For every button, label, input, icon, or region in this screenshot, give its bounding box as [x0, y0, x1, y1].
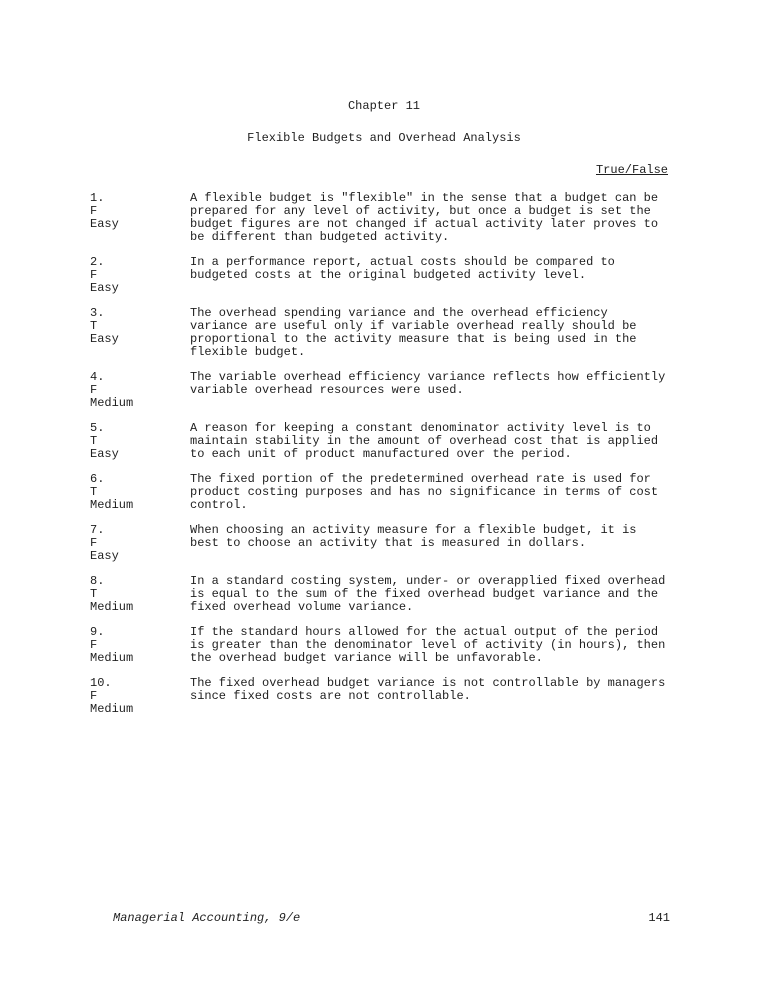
question-meta	[90, 307, 190, 359]
question-text: The variable overhead efficiency variance reflects how efficiently variable overhead resources were used.	[190, 370, 666, 397]
question-item	[90, 256, 768, 295]
question-meta	[90, 371, 190, 410]
question-meta	[90, 473, 190, 512]
question-difficulty: Easy	[90, 217, 119, 231]
question-difficulty: Easy	[90, 549, 119, 563]
question-item	[90, 677, 768, 716]
question-text: A reason for keeping a constant denominator activity level is to maintain stability in the amount of overhead cost that is applied to each unit of product manufactured over the period.	[190, 421, 659, 461]
question-answer: F	[90, 204, 98, 218]
footer-page-number: 141	[648, 911, 670, 925]
question-meta	[90, 422, 190, 461]
question-difficulty: Medium	[90, 702, 134, 716]
question-answer: F	[90, 638, 98, 652]
question-meta	[90, 192, 190, 244]
question-text: If the standard hours allowed for the actual output of the period is greater than the denominator level of activity (in hours), then the overhead budget variance will be unfavorable.	[190, 625, 666, 665]
question-number: 3.	[90, 306, 105, 320]
document-title: Flexible Budgets and Overhead Analysis	[247, 131, 521, 145]
question-text: A flexible budget is "flexible" in the sense that a budget can be prepared for any level of activity, but once a budget is set the budget figures are not changed if actual activity later proves to be different than budgeted activity.	[190, 191, 659, 244]
question-difficulty: Medium	[90, 651, 134, 665]
question-answer: F	[90, 268, 98, 282]
question-item	[90, 524, 768, 563]
section-heading	[0, 164, 768, 177]
question-text: In a performance report, actual costs should be compared to budgeted costs at the original budgeted activity level.	[190, 255, 615, 282]
question-item	[90, 192, 768, 244]
question-text: In a standard costing system, under- or overapplied fixed overhead is equal to the sum of the fixed overhead budget variance and the fixed overhead volume variance.	[190, 574, 666, 614]
question-meta	[90, 626, 190, 665]
question-number: 2.	[90, 255, 105, 269]
question-item	[90, 575, 768, 614]
page-footer	[113, 912, 670, 925]
question-meta	[90, 256, 190, 295]
question-answer: F	[90, 689, 98, 703]
question-answer: T	[90, 587, 98, 601]
document-header	[0, 0, 768, 177]
question-number: 5.	[90, 421, 105, 435]
question-answer: F	[90, 383, 98, 397]
question-difficulty: Easy	[90, 281, 119, 295]
question-difficulty: Easy	[90, 332, 119, 346]
question-difficulty: Easy	[90, 447, 119, 461]
question-meta	[90, 677, 190, 716]
question-number: 4.	[90, 370, 105, 384]
question-text: The overhead spending variance and the overhead efficiency variance are useful only if variable overhead really should be proportional to the activity measure that is being used in the flexible budget.	[190, 306, 637, 359]
question-item	[90, 473, 768, 512]
question-list	[0, 192, 768, 716]
question-text: The fixed overhead budget variance is not controllable by managers since fixed costs are not controllable.	[190, 676, 666, 703]
question-number: 9.	[90, 625, 105, 639]
chapter-heading: Chapter 11	[347, 99, 420, 113]
footer-book-title: Managerial Accounting, 9/e	[113, 911, 301, 925]
question-answer: T	[90, 485, 98, 499]
question-item	[90, 626, 768, 665]
question-number: 10.	[90, 676, 112, 690]
question-number: 1.	[90, 191, 105, 205]
question-number: 7.	[90, 523, 105, 537]
question-item	[90, 307, 768, 359]
question-difficulty: Medium	[90, 396, 134, 410]
question-number: 8.	[90, 574, 105, 588]
section-heading-label: True/False	[595, 163, 668, 177]
question-difficulty: Medium	[90, 498, 134, 512]
question-difficulty: Medium	[90, 600, 134, 614]
question-meta	[90, 524, 190, 563]
question-item	[90, 422, 768, 461]
question-answer: T	[90, 319, 98, 333]
question-text: When choosing an activity measure for a flexible budget, it is best to choose an activity that is measured in dollars.	[190, 523, 637, 550]
question-number: 6.	[90, 472, 105, 486]
question-meta	[90, 575, 190, 614]
question-text: The fixed portion of the predetermined overhead rate is used for product costing purposes and has no significance in terms of cost control.	[190, 472, 659, 512]
question-item	[90, 371, 768, 410]
question-answer: F	[90, 536, 98, 550]
question-answer: T	[90, 434, 98, 448]
